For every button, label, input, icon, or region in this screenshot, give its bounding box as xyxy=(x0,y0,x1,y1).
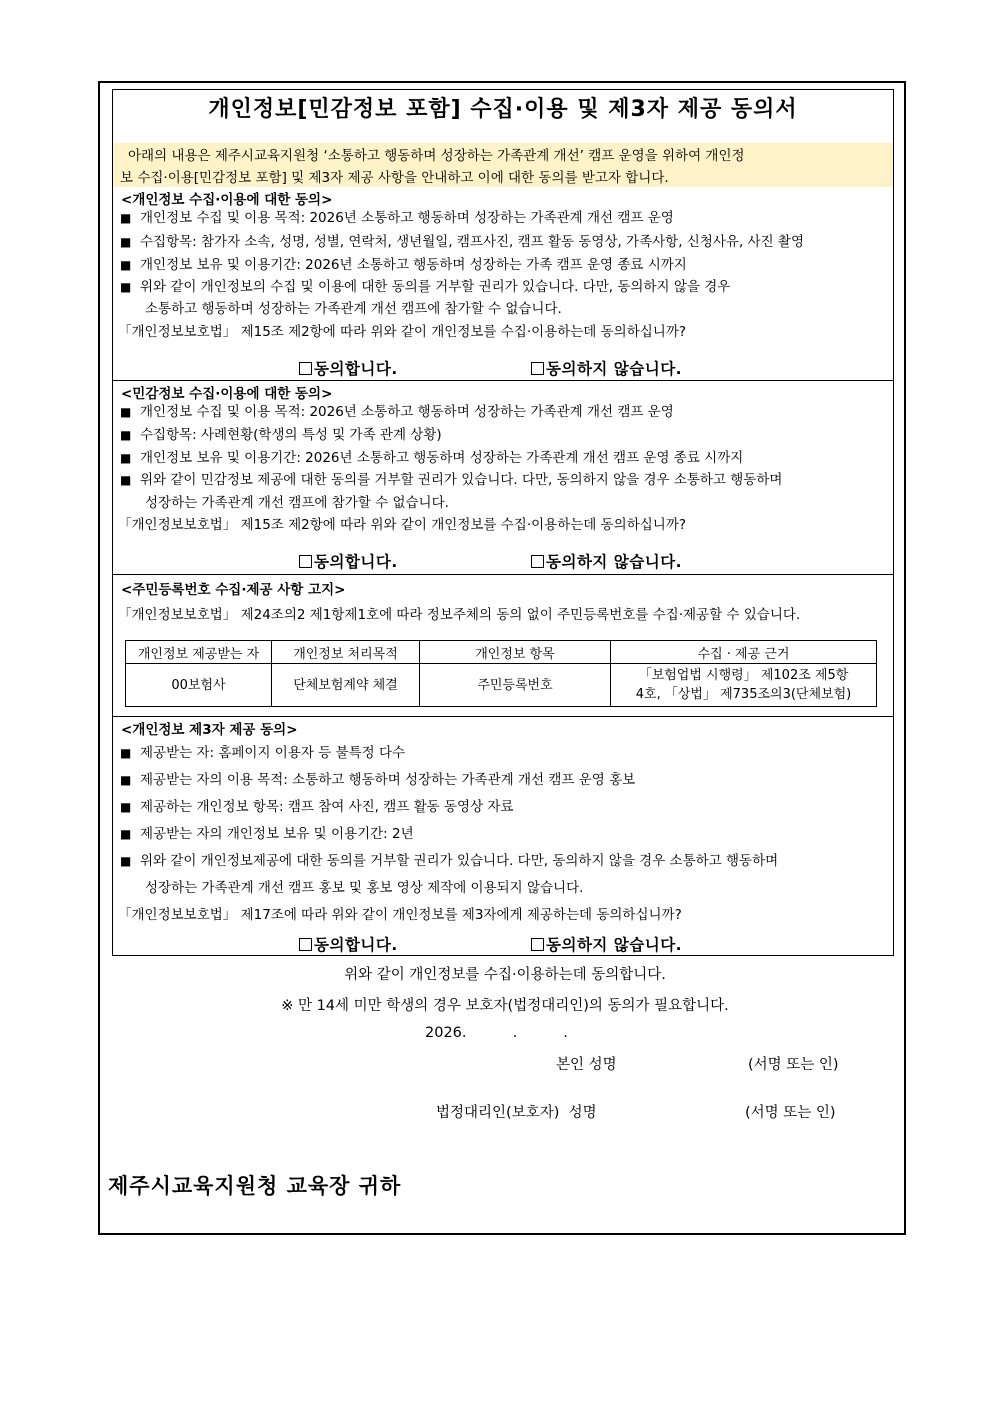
list-item: ■ 위와 같이 개인정보제공에 대한 동의를 거부할 권리가 있습니다. 다만, 동의하지 않을 경우 소통하고 행동하며 xyxy=(120,850,888,872)
section4-heading: <개인정보 제3자 제공 동의> xyxy=(121,722,298,738)
table-header-row xyxy=(126,641,877,664)
checkbox-icon[interactable] xyxy=(299,362,312,375)
section3-notice-text: 「개인정보보호법」 제24조의2 제1항제1호에 따라 정보주체의 동의 없이 주민등록번호를 수집·제공할 수 있습니다. xyxy=(118,607,801,623)
bullet-icon: ■ xyxy=(120,211,132,225)
section4-disagree-option[interactable]: 동의하지 않습니다. xyxy=(531,933,682,955)
intro-text xyxy=(120,145,886,189)
list-item-continuation: 성장하는 가족관계 개선 캠프에 참가할 수 없습니다. xyxy=(145,495,449,511)
list-item-continuation: 소통하고 행동하며 성장하는 가족관계 개선 캠프에 참가할 수 없습니다. xyxy=(145,301,562,317)
section1-law-question: 「개인정보보호법」 제15조 제2항에 따라 위와 같이 개인정보를 수집·이용하는데 동의하십니까? xyxy=(118,324,687,340)
rrn-provision-table xyxy=(125,640,877,707)
list-item: ■ 제공받는 자의 개인정보 보유 및 이용기간: 2년 xyxy=(120,823,888,845)
bullet-icon: ■ xyxy=(120,235,132,249)
section2-agree-option[interactable]: 동의합니다. xyxy=(299,550,398,572)
list-item: ■ 제공받는 자: 홈페이지 이용자 등 불특정 다수 xyxy=(120,742,888,764)
list-item: ■ 제공하는 개인정보 항목: 캠프 참여 사진, 캠프 활동 동영상 자료 xyxy=(120,796,888,818)
checkbox-icon[interactable] xyxy=(299,938,312,951)
list-item: ■ 개인정보 보유 및 이용기간: 2026년 소통하고 행동하며 성장하는 가족관계 개선 캠프 운영 종료 시까지 xyxy=(120,447,888,469)
list-item: ■ 위와 같이 민감정보 제공에 대한 동의를 거부할 권리가 있습니다. 다만, 동의하지 않을 경우 소통하고 행동하며 xyxy=(120,469,888,491)
table-header-cell: 개인정보 항목 xyxy=(420,641,611,664)
intro-line-1: 아래의 내용은 제주시교육지원청 ‘소통하고 행동하며 성장하는 가족관계 개선’ 캠프 운영을 위하여 개인정 xyxy=(128,148,745,164)
table-cell: 단체보험계약 체결 xyxy=(272,664,420,707)
bullet-icon: ■ xyxy=(120,827,132,841)
guardian-notice: ※ 만 14세 미만 학생의 경우 보호자(법정대리인)의 동의가 필요합니다. xyxy=(281,998,729,1014)
list-item-continuation: 성장하는 가족관계 개선 캠프 홍보 및 홍보 영상 제작에 이용되지 않습니다. xyxy=(145,880,584,896)
checkbox-icon[interactable] xyxy=(299,555,312,568)
divider xyxy=(112,574,894,575)
section2-disagree-option[interactable]: 동의하지 않습니다. xyxy=(531,550,682,572)
addressee: 제주시교육지원청 교육장 귀하 xyxy=(108,1174,402,1198)
bullet-icon: ■ xyxy=(120,773,132,787)
section2-law-question: 「개인정보보호법」 제15조 제2항에 따라 위와 같이 개인정보를 수집·이용하는데 동의하십니까? xyxy=(118,517,687,533)
section4-law-question: 「개인정보보호법」 제17조에 따라 위와 같이 개인정보를 제3자에게 제공하는데 동의하십니까? xyxy=(118,907,682,923)
section4-agree-option[interactable]: 동의합니다. xyxy=(299,933,398,955)
list-item: ■ 위와 같이 개인정보의 수집 및 이용에 대한 동의를 거부할 권리가 있습니다. 다만, 동의하지 않을 경우 xyxy=(120,276,888,298)
table-header-cell: 개인정보 처리목적 xyxy=(272,641,420,664)
list-item: ■ 개인정보 수집 및 이용 목적: 2026년 소통하고 행동하며 성장하는 가족관계 개선 캠프 운영 xyxy=(120,207,888,229)
list-item: ■ 개인정보 보유 및 이용기간: 2026년 소통하고 행동하며 성장하는 가족 캠프 운영 종료 시까지 xyxy=(120,254,888,276)
divider xyxy=(112,380,894,381)
checkbox-icon[interactable] xyxy=(531,938,544,951)
bullet-icon: ■ xyxy=(120,428,132,442)
self-name-label: 본인 성명 xyxy=(556,1057,617,1073)
divider xyxy=(112,716,894,717)
section1-heading: <개인정보 수집·이용에 대한 동의> xyxy=(121,192,333,208)
list-item: ■ 개인정보 수집 및 이용 목적: 2026년 소통하고 행동하며 성장하는 가족관계 개선 캠프 운영 xyxy=(120,401,888,423)
bullet-icon: ■ xyxy=(120,854,132,868)
bullet-icon: ■ xyxy=(120,280,132,294)
table-header-cell: 수집 · 제공 근거 xyxy=(611,641,877,664)
bullet-icon: ■ xyxy=(120,473,132,487)
guardian-name-label: 법정대리인(보호자) 성명 xyxy=(436,1105,597,1121)
bullet-icon: ■ xyxy=(120,800,132,814)
bullet-icon: ■ xyxy=(120,405,132,419)
section3-heading: <주민등록번호 수집·제공 사항 고지> xyxy=(121,582,346,598)
checkbox-icon[interactable] xyxy=(531,362,544,375)
bullet-icon: ■ xyxy=(120,451,132,465)
guardian-signature-field[interactable]: (서명 또는 인) xyxy=(745,1105,836,1121)
table-row xyxy=(126,664,877,707)
table-cell: 00보험사 xyxy=(126,664,272,707)
table-cell: 주민등록번호 xyxy=(420,664,611,707)
self-signature-field[interactable]: (서명 또는 인) xyxy=(748,1057,839,1073)
form-title: 개인정보[민감정보 포함] 수집·이용 및 제3자 제공 동의서 xyxy=(208,97,798,122)
section2-heading: <민감정보 수집·이용에 대한 동의> xyxy=(121,386,333,402)
table-cell: 「보험업법 시행령」 제102조 제5항 4호, 「상법」 제735조의3(단체보험) xyxy=(611,664,877,707)
checkbox-icon[interactable] xyxy=(531,555,544,568)
list-item: ■ 수집항목: 사례현황(학생의 특성 및 가족 관계 상황) xyxy=(120,424,888,446)
section1-disagree-option[interactable]: 동의하지 않습니다. xyxy=(531,357,682,379)
list-item: ■ 제공받는 자의 이용 목적: 소통하고 행동하며 성장하는 가족관계 개선 캠프 운영 홍보 xyxy=(120,769,888,791)
bullet-icon: ■ xyxy=(120,258,132,272)
closing-statement: 위와 같이 개인정보를 수집·이용하는데 동의합니다. xyxy=(344,967,666,983)
intro-line-2: 보 수집·이용[민감정보 포함] 및 제3자 제공 사항을 안내하고 이에 대한 동의를 받고자 합니다. xyxy=(120,170,669,186)
section1-agree-option[interactable]: 동의합니다. xyxy=(299,357,398,379)
table-header-cell: 개인정보 제공받는 자 xyxy=(126,641,272,664)
date-field[interactable]: 2026. . . xyxy=(425,1025,568,1041)
bullet-icon: ■ xyxy=(120,746,132,760)
list-item: ■ 수집항목: 참가자 소속, 성명, 성별, 연락처, 생년월일, 캠프사진, 캠프 활동 동영상, 가족사항, 신청사유, 사진 촬영 xyxy=(120,231,888,253)
